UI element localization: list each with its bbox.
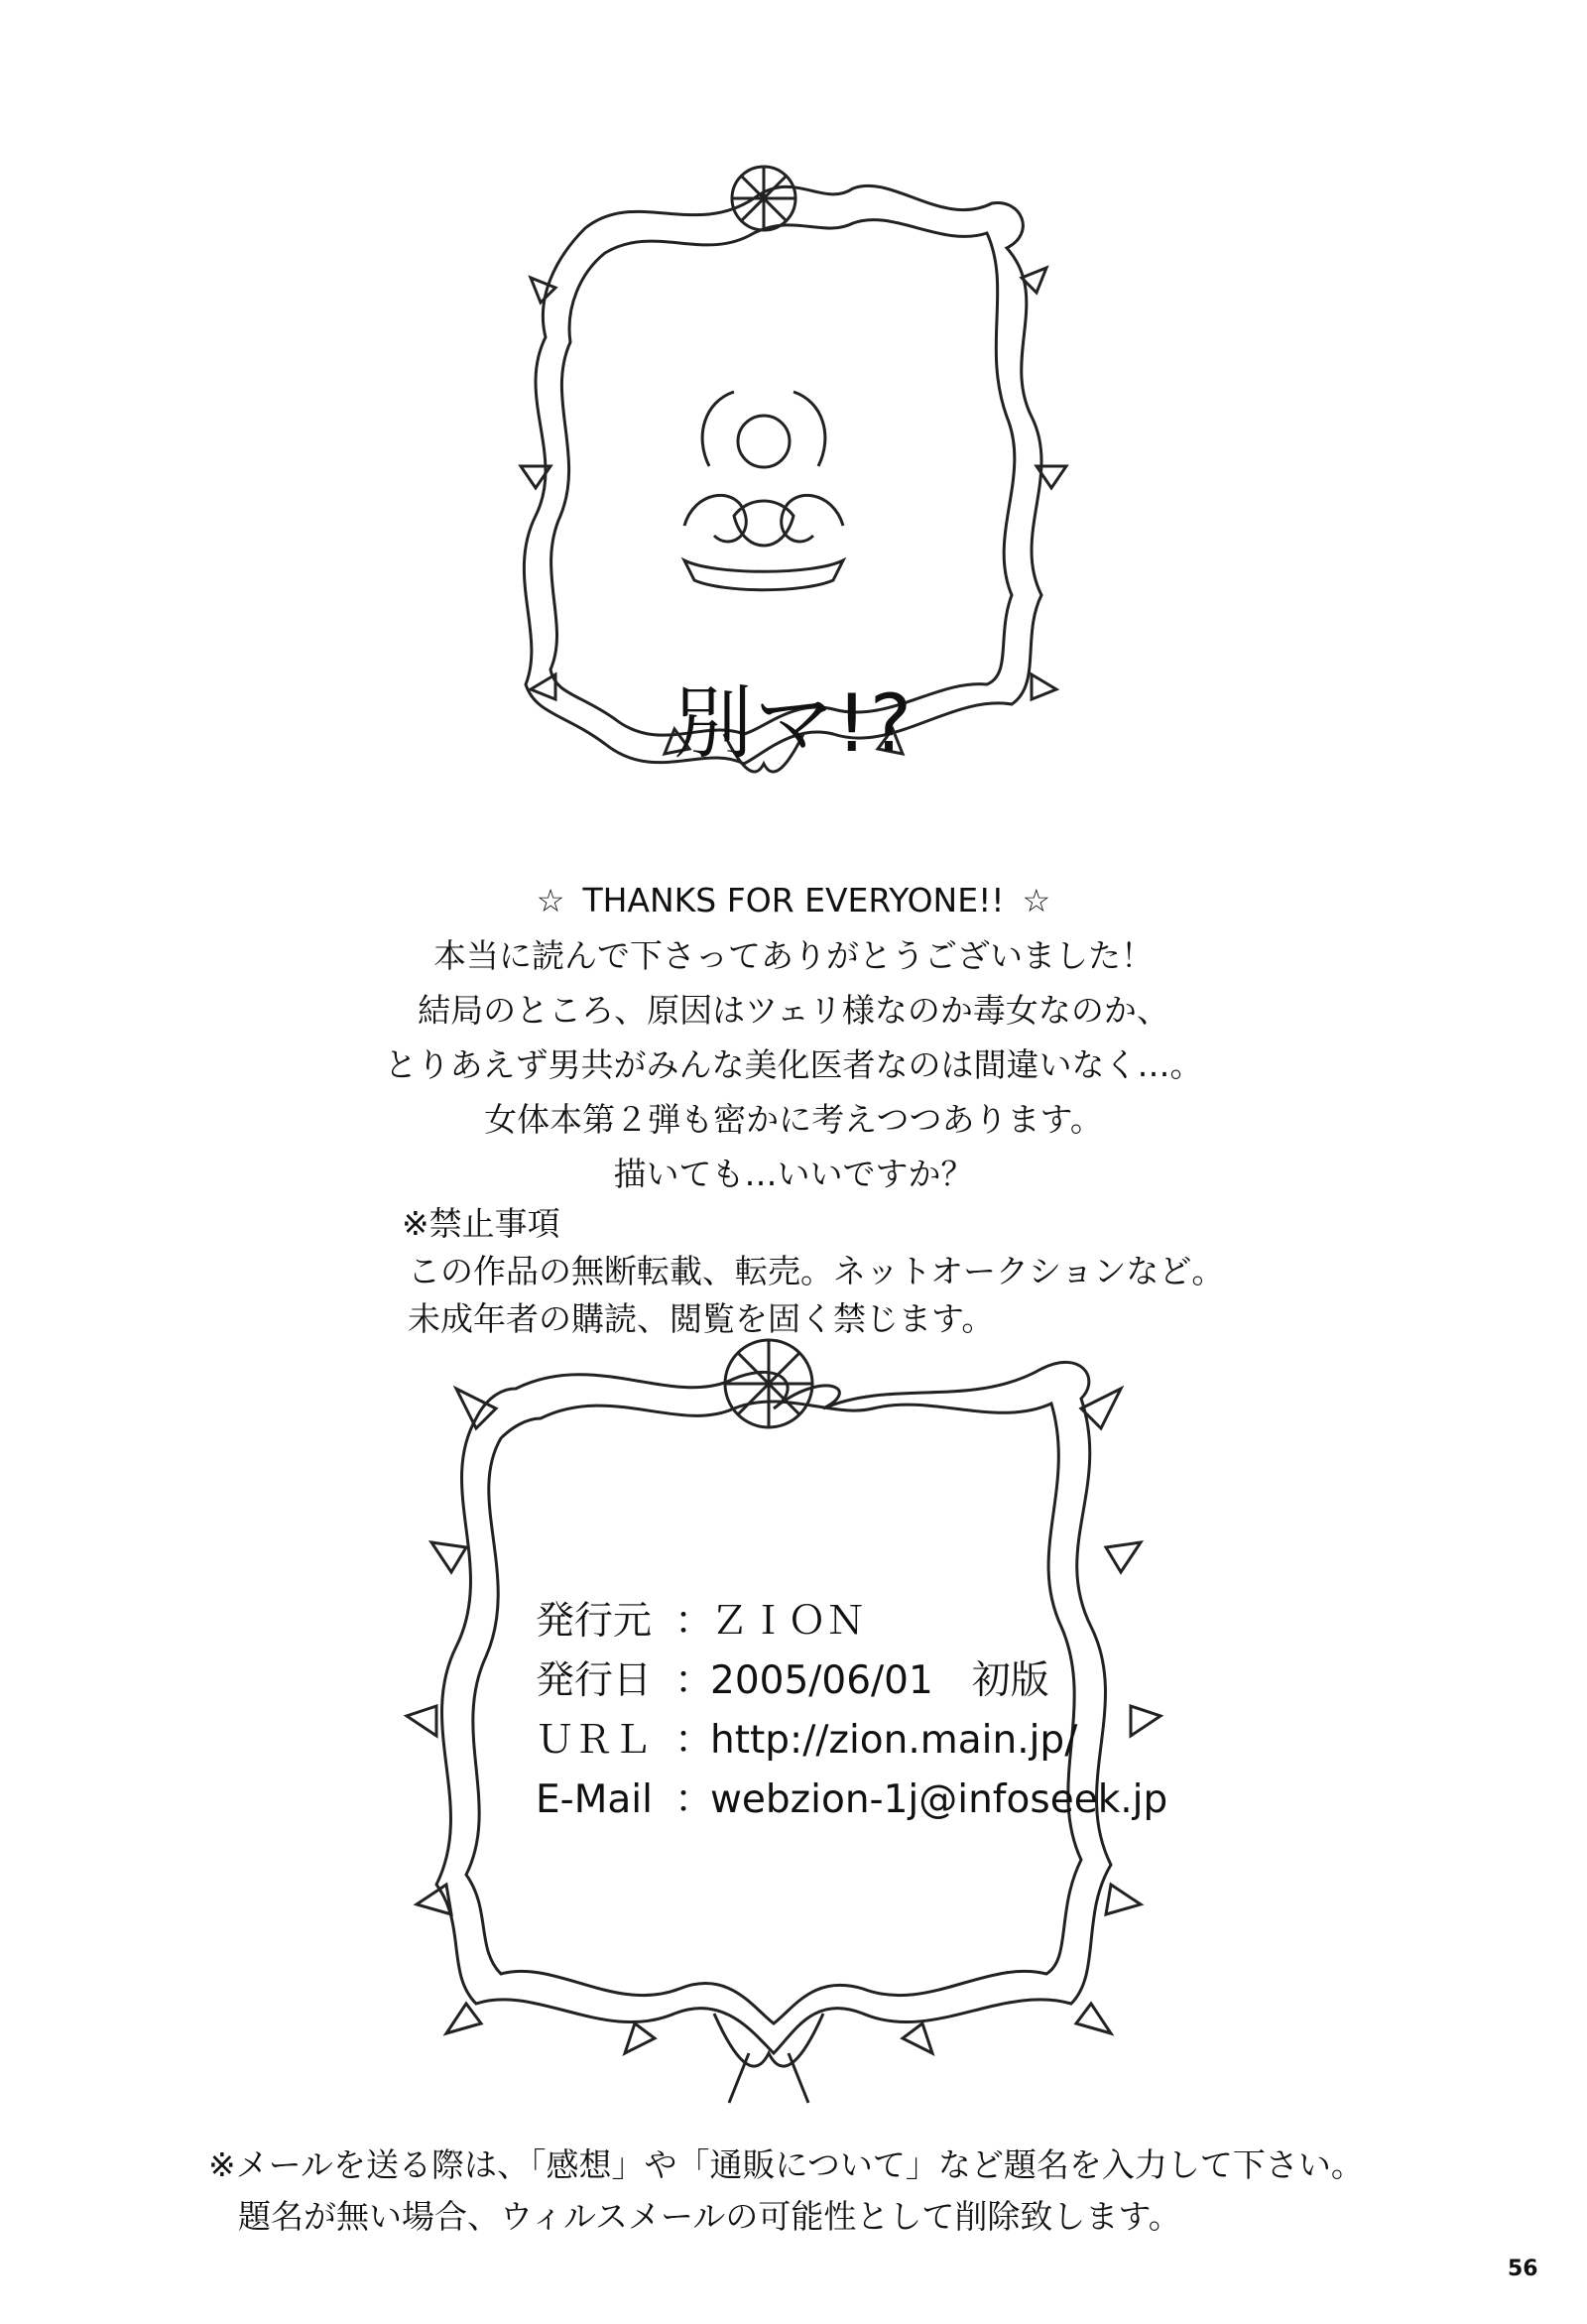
- colophon: [536, 1592, 1167, 1830]
- colophon-url-link: http://zion.main.jp/: [710, 1718, 1078, 1763]
- colophon-separator: ：: [674, 1777, 714, 1822]
- notice-line: 未成年者の購読、閲覧を固く禁じます。: [408, 1299, 995, 1338]
- thanks-line: 女体本第２弾も密かに考えつつあります。: [484, 1100, 1103, 1139]
- thanks-line: 結局のところ、原因はツェリ様なのか毒女なのか、: [418, 991, 1169, 1030]
- notice-line: この作品の無断転載、転売。ネットオークションなど。: [408, 1252, 1225, 1290]
- colophon-email: webzion-1j@infoseek.jp: [710, 1777, 1168, 1822]
- mail-note-line: ※メールを送る際は、「感想」や「通販について」など題名を入力して下さい。: [208, 2145, 1364, 2184]
- colophon-row-email: [536, 1771, 1167, 1830]
- page-number: 56: [1508, 2257, 1538, 2281]
- mail-note-line: 題名が無い場合、ウィルスメールの可能性として削除致します。: [238, 2197, 1181, 2236]
- star-icon: ☆: [536, 882, 565, 919]
- colophon-row-date: [536, 1651, 1167, 1711]
- colophon-label: 発行日: [536, 1658, 653, 1703]
- thanks-line: 本当に読んで下さってありがとうございました！: [433, 936, 1154, 975]
- star-icon: ☆: [1022, 882, 1051, 919]
- colophon-label: 発行元: [536, 1599, 653, 1644]
- colophon-row-publisher: [536, 1592, 1167, 1651]
- colophon-separator: ：: [674, 1718, 714, 1763]
- colophon-label: ＵＲＬ: [536, 1718, 653, 1763]
- colophon-value: ＺＩＯＮ: [710, 1599, 866, 1644]
- thanks-heading: THANKS FOR EVERYONE!!: [582, 881, 1005, 919]
- colophon-label: E-Mail: [536, 1777, 653, 1822]
- mail-note: [208, 2140, 1364, 2243]
- colophon-row-url: [536, 1711, 1167, 1771]
- thanks-line: とりあえず男共がみんな美化医者なのは間違いなく…。: [384, 1045, 1203, 1084]
- notice-heading: ※禁止事項: [402, 1204, 560, 1243]
- page-title: 別マ!?: [672, 677, 915, 770]
- colophon-value: 2005/06/01 初版: [710, 1658, 1049, 1703]
- thanks-line: 描いても…いいですか？: [613, 1155, 974, 1193]
- colophon-separator: ：: [674, 1658, 714, 1703]
- colophon-separator: ：: [674, 1599, 714, 1644]
